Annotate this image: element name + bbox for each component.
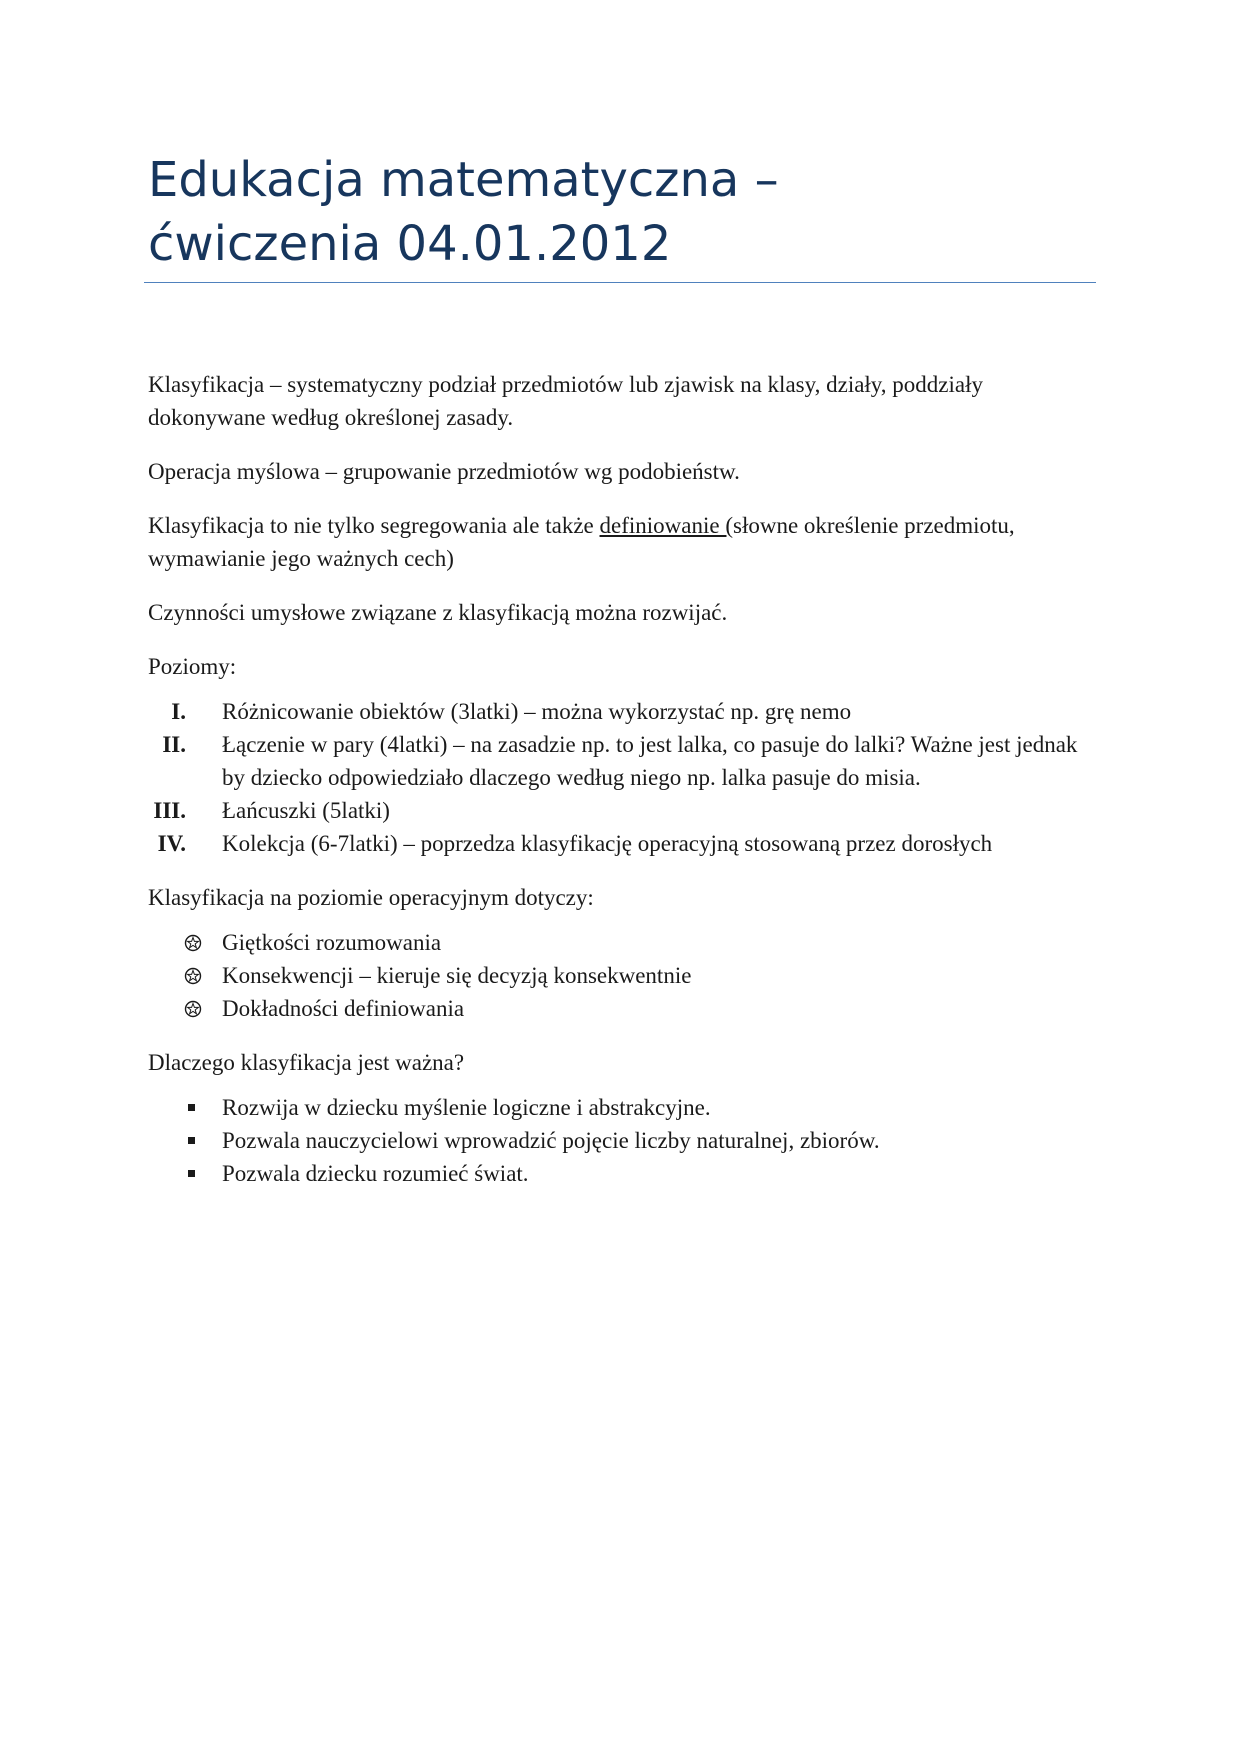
- square-bullet-icon: [188, 1104, 195, 1111]
- list-number: III.: [153, 798, 186, 823]
- paragraph-activities: Czynności umysłowe związane z klasyfikacją można rozwijać.: [148, 600, 728, 625]
- title-line-2: ćwiczenia 04.01.2012: [148, 216, 672, 272]
- list-item-text: Łączenie w pary (4latki) – na zasadzie np. to jest lalka, co pasuje do lalki? Ważne jest jednak by dziecko odpowiedziało dlaczego według niego np. lalka pasuje do misia.: [222, 732, 1078, 790]
- circle-star-bullet-icon: [184, 934, 202, 952]
- defining-before: Klasyfikacja to nie tylko segregowania ale także: [148, 513, 600, 538]
- list-item-text: Łańcuszki (5latki): [222, 798, 390, 823]
- title-underline-rule: [144, 282, 1096, 283]
- document-title: [148, 148, 1096, 276]
- list-item: [148, 959, 1096, 992]
- term-klasyfikacja: Klasyfikacja: [148, 372, 265, 397]
- defining-underlined: definiowanie (: [599, 513, 733, 538]
- list-item-text: Kolekcja (6-7latki) – poprzedza klasyfikację operacyjną stosowaną przez dorosłych: [222, 831, 993, 856]
- document-body: [148, 368, 1096, 1211]
- list-item-text: Dokładności definiowania: [222, 996, 465, 1021]
- list-item: [148, 1091, 1096, 1124]
- defining-after: słowne określenie przedmiotu, wymawianie jego ważnych cech): [148, 513, 1015, 571]
- list-item-text: Konsekwencji – kieruje się decyzją konsekwentnie: [222, 963, 692, 988]
- list-item-text: Pozwala nauczycielowi wprowadzić pojęcie liczby naturalnej, zbiorów.: [222, 1128, 880, 1153]
- definition-text: – systematyczny podział przedmiotów lub zjawisk na klasy, działy, poddziały dokonywane według określonej zasady.: [148, 372, 984, 430]
- square-bullet-icon: [188, 1137, 195, 1144]
- list-item-text: Rozwija w dziecku myślenie logiczne i abstrakcyjne.: [222, 1095, 711, 1120]
- circle-star-bullet-icon: [184, 1000, 202, 1018]
- list-item: [148, 695, 1096, 728]
- why-heading: Dlaczego klasyfikacja jest ważna?: [148, 1050, 465, 1075]
- list-item-text: Giętkości rozumowania: [222, 930, 442, 955]
- list-item: [148, 926, 1096, 959]
- list-item: [148, 1157, 1096, 1190]
- levels-list: [148, 695, 1096, 860]
- paragraph-operation: Operacja myślowa – grupowanie przedmiotów wg podobieństw.: [148, 459, 740, 484]
- list-number: II.: [162, 732, 186, 757]
- list-item: [148, 827, 1096, 860]
- levels-heading: Poziomy:: [148, 654, 237, 679]
- list-item: [148, 794, 1096, 827]
- paragraph-definition: [148, 368, 1096, 434]
- why-list: [148, 1091, 1096, 1190]
- title-line-1: Edukacja matematyczna –: [148, 152, 779, 208]
- operational-list: [148, 926, 1096, 1025]
- list-item-text: Różnicowanie obiektów (3latki) – można wykorzystać np. grę nemo: [222, 699, 852, 724]
- list-item: [148, 1124, 1096, 1157]
- list-number: IV.: [157, 831, 186, 856]
- list-item: [148, 992, 1096, 1025]
- operational-heading: Klasyfikacja na poziomie operacyjnym dotyczy:: [148, 885, 594, 910]
- list-number: I.: [171, 699, 186, 724]
- list-item: [148, 728, 1096, 794]
- circle-star-bullet-icon: [184, 967, 202, 985]
- paragraph-defining: [148, 509, 1096, 575]
- list-item-text: Pozwala dziecku rozumieć świat.: [222, 1161, 529, 1186]
- square-bullet-icon: [188, 1170, 195, 1177]
